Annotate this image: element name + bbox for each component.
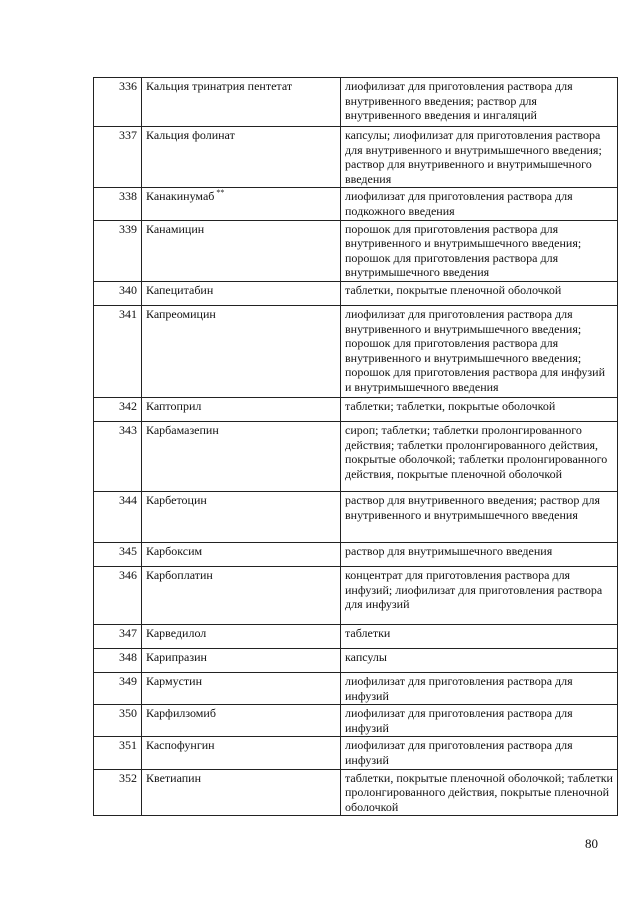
drug-name: Кальция тринатрия пентетат [146,79,293,93]
table-row [94,421,618,491]
drug-name: Кальция фолинат [146,128,235,142]
drug-name-cell [142,421,341,491]
table-row [94,78,618,127]
row-number: 351 [94,737,142,769]
drug-name-cell [142,737,341,769]
drug-name-cell [142,648,341,672]
dosage-form: таблетки; таблетки, покрытые оболочкой [341,397,618,421]
dosage-form: таблетки, покрытые пленочной оболочкой; таблетки пролонгированного действия, покрытые пленочной оболочкой [341,769,618,816]
page-number: 80 [585,836,598,851]
dosage-form: таблетки [341,624,618,648]
drug-name-cell [142,566,341,624]
row-number: 341 [94,305,142,397]
drug-name-cell [142,78,341,127]
row-number: 352 [94,769,142,816]
drug-name: Карипразин [146,649,207,664]
drug-name: Карфилзомиб [146,706,216,721]
table-row [94,491,618,542]
dosage-form: лиофилизат для приготовления раствора для внутривенного и внутримышечного введения; порошок для приготовления раствора для внутривенного и внутримышечного введения; порошок для приготовления раствора для инфузий и внутримышечного введения [341,305,618,397]
row-number: 349 [94,672,142,704]
drug-table [93,77,618,816]
drug-name-cell [142,127,341,188]
drug-name: Канакинумаб [146,189,215,204]
dosage-form: лиофилизат для приготовления раствора для инфузий [341,737,618,769]
drug-name: Капецитабин [146,282,214,297]
drug-name: Каспофунгин [146,738,215,753]
table-row [94,672,618,704]
row-number: 336 [94,78,142,127]
dosage-form: лиофилизат для приготовления раствора для подкожного введения [341,188,618,220]
row-number: 347 [94,624,142,648]
dosage-form: сироп; таблетки; таблетки пролонгированного действия; таблетки пролонгированного действия, покрытые оболочкой; таблетки пролонгированного действия, покрытые пленочной оболочкой [341,421,618,491]
dosage-form: раствор для внутривенного введения; раствор для внутривенного и внутримышечного введения [341,491,618,542]
drug-name: Карбоксим [146,543,203,558]
drug-name: Каптоприл [146,398,202,413]
dosage-form: капсулы [341,648,618,672]
dosage-form: капсулы; лиофилизат для приготовления раствора для внутривенного и внутримышечного введения; раствор для внутривенного и внутримышечного введения [341,127,618,188]
drug-name-cell [142,705,341,737]
drug-name: Кармустин [146,673,202,688]
table-row [94,397,618,421]
dosage-form: раствор для внутримышечного введения [341,542,618,566]
row-number: 346 [94,566,142,624]
row-number: 348 [94,648,142,672]
table-row [94,281,618,305]
drug-name-cell [142,769,341,816]
table-row [94,188,618,220]
table-row [94,305,618,397]
row-number: 343 [94,421,142,491]
drug-name-cell [142,188,341,220]
row-number: 339 [94,220,142,281]
row-number: 340 [94,281,142,305]
drug-name-cell [142,491,341,542]
drug-name: Карбамазепин [146,422,219,437]
drug-name-cell [142,220,341,281]
drug-name: Карбетоцин [146,492,207,507]
row-number: 337 [94,127,142,188]
dosage-form: лиофилизат для приготовления раствора для инфузий [341,705,618,737]
table-row [94,566,618,624]
drug-name: Карведилол [146,625,207,640]
row-number: 345 [94,542,142,566]
drug-name-cell [142,281,341,305]
drug-name: Капреомицин [146,306,216,321]
table-row [94,624,618,648]
dosage-form: лиофилизат для приготовления раствора для инфузий [341,672,618,704]
table-row [94,737,618,769]
drug-name: Канамицин [146,221,205,236]
drug-name-cell [142,624,341,648]
drug-name-cell [142,672,341,704]
drug-table-body [94,78,618,816]
table-row [94,769,618,816]
drug-name-cell [142,542,341,566]
dosage-form: лиофилизат для приготовления раствора для внутривенного введения; раствор для внутривенного введения и ингаляций [341,78,618,127]
table-row [94,542,618,566]
row-number: 350 [94,705,142,737]
row-number: 338 [94,188,142,220]
drug-name: Карбоплатин [146,567,213,582]
footnote-mark: ** [216,188,225,198]
table-row [94,220,618,281]
dosage-form: таблетки, покрытые пленочной оболочкой [341,281,618,305]
table-row [94,705,618,737]
drug-name: Кветиапин [146,770,202,785]
dosage-form: концентрат для приготовления раствора для инфузий; лиофилизат для приготовления раствора для инфузий [341,566,618,624]
row-number: 344 [94,491,142,542]
table-row [94,648,618,672]
dosage-form: порошок для приготовления раствора для внутривенного и внутримышечного введения; порошок для приготовления раствора для внутримышечного введения [341,220,618,281]
drug-name-cell [142,397,341,421]
table-row [94,127,618,188]
drug-name-cell [142,305,341,397]
row-number: 342 [94,397,142,421]
